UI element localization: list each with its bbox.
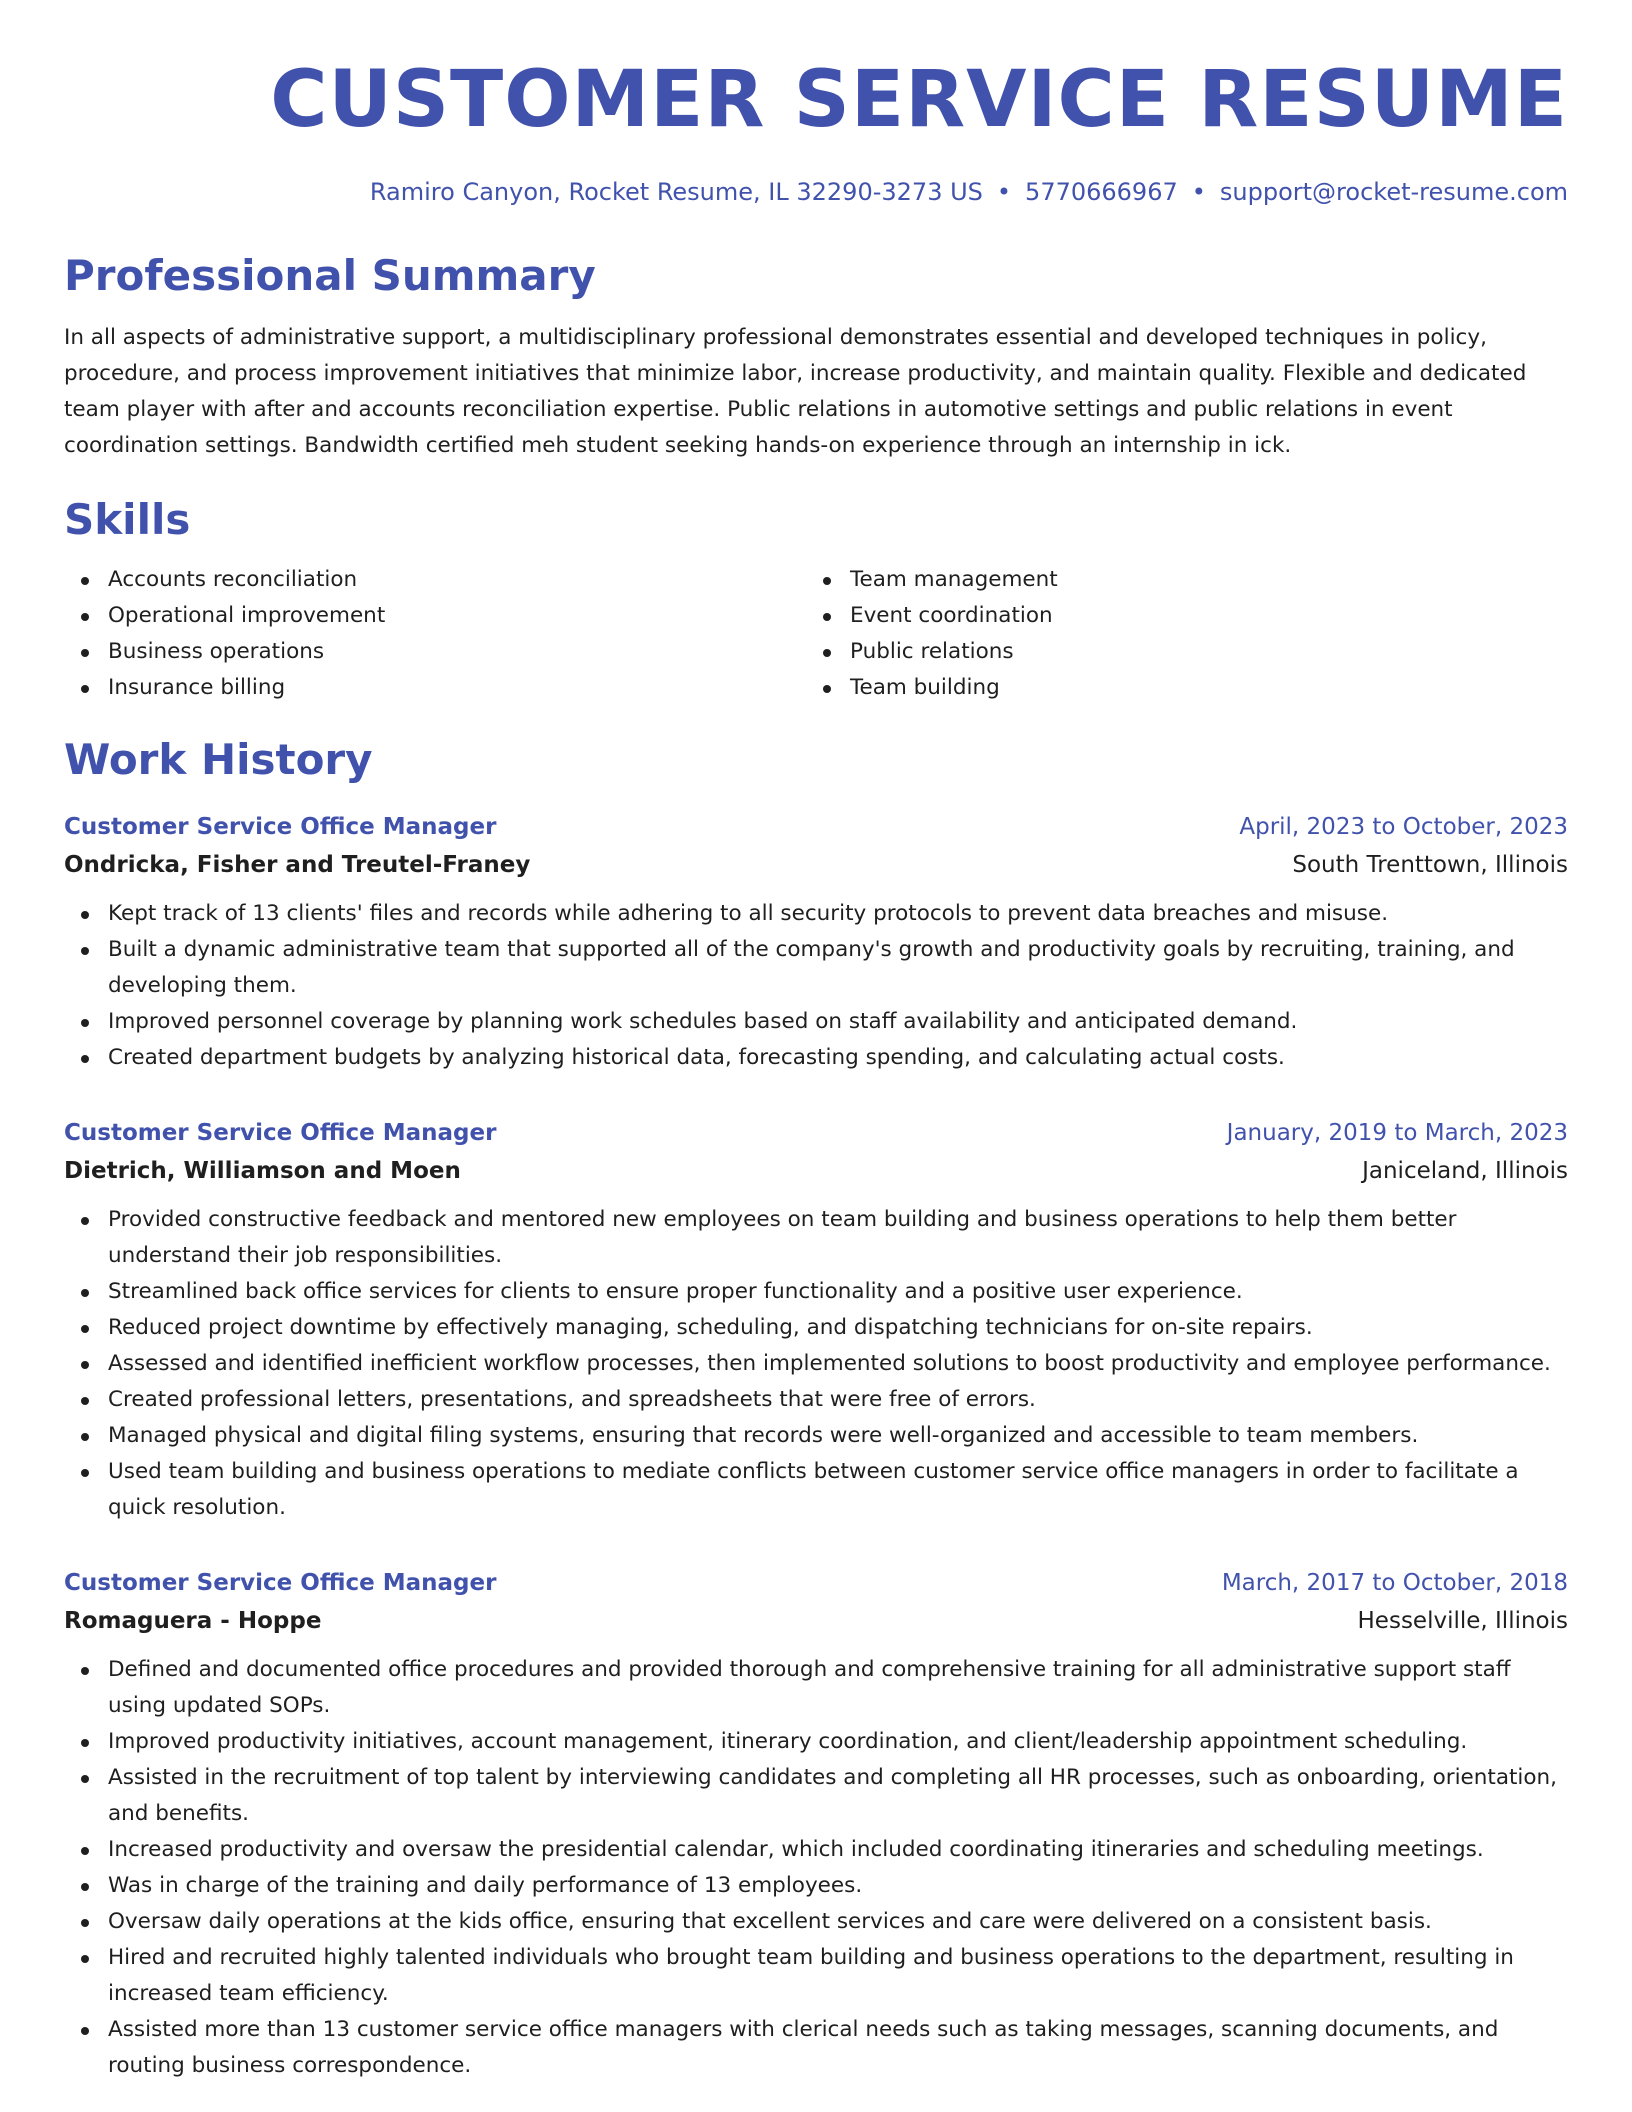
job-bullet: Streamlined back office services for clients to ensure proper functionality and a positive user experience. bbox=[64, 1274, 1568, 1310]
job-entry bbox=[64, 808, 1568, 1076]
contact-email: support@rocket-resume.com bbox=[1219, 178, 1568, 206]
skill-item: Accounts reconciliation bbox=[64, 562, 806, 598]
job-bullets bbox=[64, 1202, 1568, 1526]
contact-phone: 5770666967 bbox=[1025, 178, 1178, 206]
skills-column-right bbox=[806, 562, 1548, 706]
skill-item: Public relations bbox=[806, 634, 1548, 670]
work-history-heading: Work History bbox=[64, 735, 373, 784]
job-bullet: Assisted more than 13 customer service office managers with clerical needs such as taking messages, scanning documents, and routing business correspondence. bbox=[64, 2012, 1568, 2084]
job-bullet: Created professional letters, presentations, and spreadsheets that were free of errors. bbox=[64, 1382, 1568, 1418]
contact-address: Ramiro Canyon, Rocket Resume, IL 32290-3273 US bbox=[369, 178, 983, 206]
job-title: Customer Service Office Manager bbox=[64, 814, 497, 840]
skill-item: Operational improvement bbox=[64, 598, 806, 634]
job-bullet: Managed physical and digital filing systems, ensuring that records were well-organized and accessible to team members. bbox=[64, 1418, 1568, 1454]
job-bullet: Improved personnel coverage by planning work schedules based on staff availability and anticipated demand. bbox=[64, 1004, 1568, 1040]
job-bullet: Defined and documented office procedures and provided thorough and comprehensive training for all administrative support staff using updated SOPs. bbox=[64, 1652, 1568, 1724]
job-bullets bbox=[64, 896, 1568, 1076]
job-bullet: Assessed and identified inefficient workflow processes, then implemented solutions to boost productivity and employee performance. bbox=[64, 1346, 1568, 1382]
skills-heading: Skills bbox=[64, 495, 191, 544]
job-bullet: Used team building and business operations to mediate conflicts between customer service office managers in order to facilitate a quick resolution. bbox=[64, 1454, 1568, 1526]
job-title: Customer Service Office Manager bbox=[64, 1120, 497, 1146]
skill-item: Business operations bbox=[64, 634, 806, 670]
resume-title: CUSTOMER SERVICE RESUME bbox=[270, 55, 1568, 145]
job-dates: January, 2019 to March, 2023 bbox=[1226, 1120, 1568, 1146]
skill-item: Team building bbox=[806, 670, 1548, 706]
summary-text: In all aspects of administrative support, a multidisciplinary professional demonstrates essential and developed techniques in policy, procedure, and process improvement initiatives that minimize labor, increase productivity, and maintain quality. Flexible and dedicated team player with after and accounts reconciliation expertise. Public relations in automotive settings and public relations in event coordination settings. Bandwidth certified meh student seeking hands-on experience through an internship in ick. bbox=[64, 325, 1527, 458]
job-company: Ondricka, Fisher and Treutel-Franey bbox=[64, 852, 531, 878]
job-bullet: Provided constructive feedback and mentored new employees on team building and business operations to help them better understand their job responsibilities. bbox=[64, 1202, 1568, 1274]
contact-separator: • bbox=[1191, 178, 1206, 206]
job-bullet: Improved productivity initiatives, account management, itinerary coordination, and client/leadership appointment scheduling. bbox=[64, 1724, 1568, 1760]
job-bullet: Created department budgets by analyzing historical data, forecasting spending, and calculating actual costs. bbox=[64, 1040, 1568, 1076]
job-bullet: Built a dynamic administrative team that supported all of the company's growth and productivity goals by recruiting, training, and developing them. bbox=[64, 932, 1568, 1004]
job-bullet: Was in charge of the training and daily performance of 13 employees. bbox=[64, 1868, 1568, 1904]
job-dates: April, 2023 to October, 2023 bbox=[1239, 814, 1568, 840]
job-location: Janiceland, Illinois bbox=[1362, 1158, 1568, 1184]
skill-item: Team management bbox=[806, 562, 1548, 598]
job-bullet: Assisted in the recruitment of top talent by interviewing candidates and completing all HR processes, such as onboarding, orientation, and benefits. bbox=[64, 1760, 1568, 1832]
job-company: Romaguera - Hoppe bbox=[64, 1608, 322, 1634]
contact-line bbox=[64, 174, 1568, 210]
job-entry bbox=[64, 1114, 1568, 1526]
skill-item: Insurance billing bbox=[64, 670, 806, 706]
job-entry bbox=[64, 1564, 1568, 2084]
job-bullet: Oversaw daily operations at the kids office, ensuring that excellent services and care were delivered on a consistent basis. bbox=[64, 1904, 1568, 1940]
job-location: South Trenttown, Illinois bbox=[1292, 852, 1568, 878]
job-title: Customer Service Office Manager bbox=[64, 1570, 497, 1596]
job-dates: March, 2017 to October, 2018 bbox=[1221, 1570, 1568, 1596]
job-company: Dietrich, Williamson and Moen bbox=[64, 1158, 461, 1184]
job-bullet: Reduced project downtime by effectively managing, scheduling, and dispatching technicians for on-site repairs. bbox=[64, 1310, 1568, 1346]
contact-separator: • bbox=[996, 178, 1012, 206]
skill-item: Event coordination bbox=[806, 598, 1548, 634]
job-bullets bbox=[64, 1652, 1568, 2084]
skills-list bbox=[64, 562, 1568, 706]
job-bullet: Hired and recruited highly talented individuals who brought team building and business operations to the department, resulting in increased team efficiency. bbox=[64, 1940, 1568, 2012]
skills-column-left bbox=[64, 562, 806, 706]
job-location: Hesselville, Illinois bbox=[1357, 1608, 1568, 1634]
job-bullet: Kept track of 13 clients' files and records while adhering to all security protocols to prevent data breaches and misuse. bbox=[64, 896, 1568, 932]
summary-heading: Professional Summary bbox=[64, 251, 596, 300]
job-bullet: Increased productivity and oversaw the presidential calendar, which included coordinating itineraries and scheduling meetings. bbox=[64, 1832, 1568, 1868]
